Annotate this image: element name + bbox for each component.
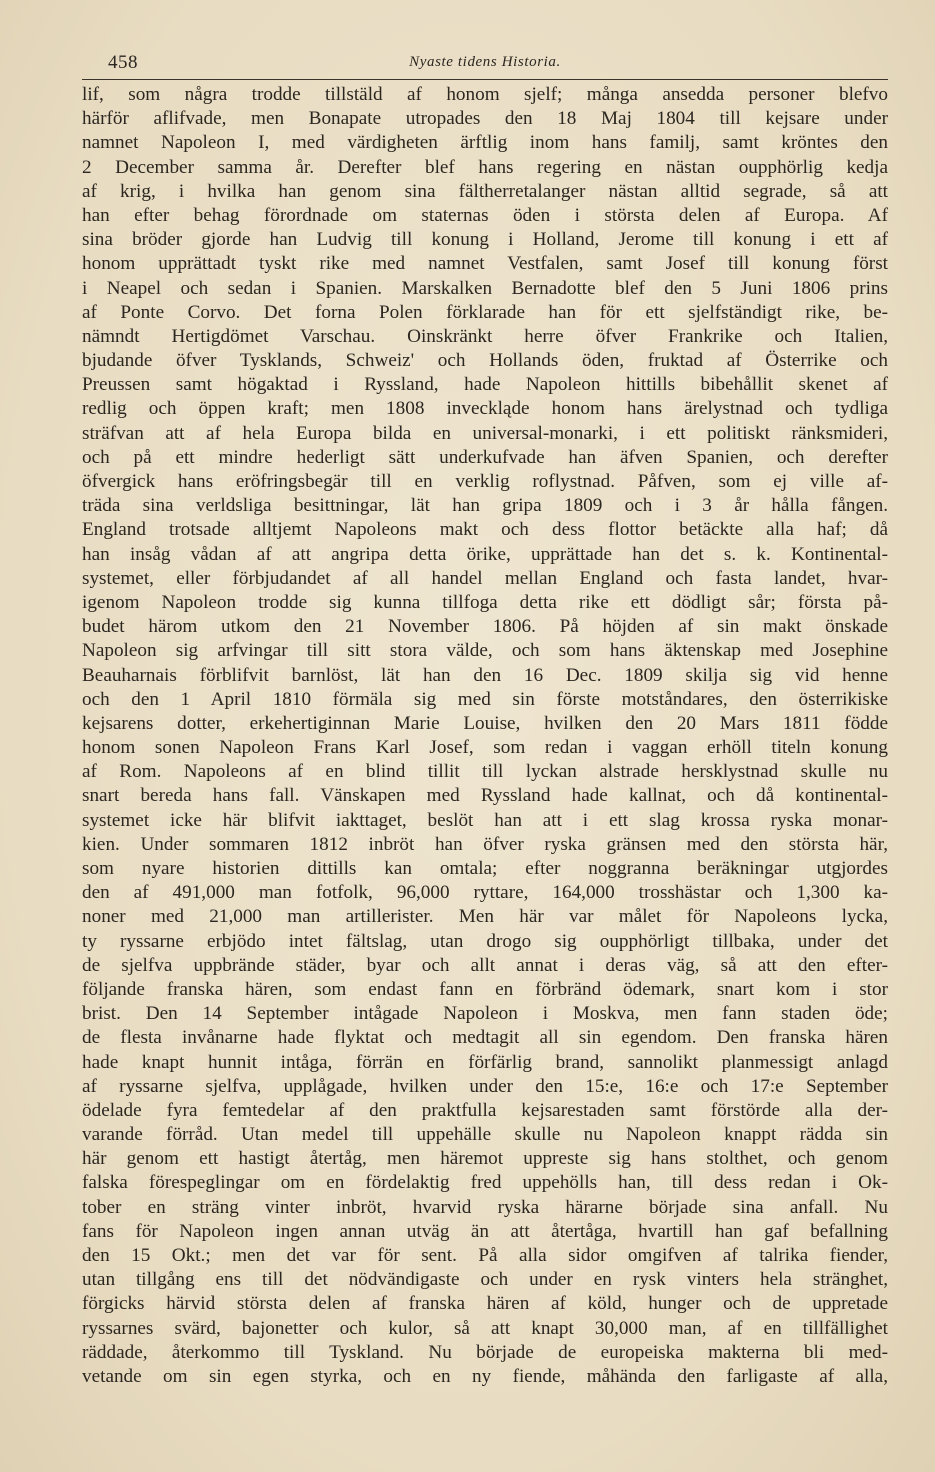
text-line: de sjelfva uppbrände städer, byar och allt annat i deras väg, så att den efter- (82, 954, 888, 976)
text-line: fans för Napoleon ingen annan utväg än att återtåga, hvartill han gaf befallning (82, 1220, 888, 1242)
text-line: namnet Napoleon I, med värdigheten ärftlig inom hans familj, samt kröntes den (82, 132, 888, 154)
text-line: följande franska hären, som endast fann en förbränd ödemark, snart kom i stor (82, 978, 888, 1000)
text-line: vetande om sin egen styrka, och en ny fiende, måhända den farligaste af alla, (82, 1365, 888, 1387)
text-line: falska förespeglingar om en fördelaktig fred uppehölls han, till dess redan i Ok- (82, 1172, 888, 1194)
text-line: utan tillgång ens till det nödvändigaste och under en rysk vinters hela stränghet, (82, 1269, 888, 1291)
text-line: den 15 Okt.; men det var för sent. På alla sidor omgifven af talrika fiender, (82, 1245, 888, 1266)
text-line: hade knapt hunnit intåga, förrän en förfärlig brand, sannolikt planmessigt anlagd (82, 1051, 888, 1073)
text-line: England trotsade alltjemt Napoleons makt och dess flottor betäckte alla haf; då (82, 519, 888, 541)
text-line: af Ponte Corvo. Det forna Polen förklarade han för ett sjelfständigt rike, be- (82, 301, 888, 323)
text-line: snart bereda hans fall. Vänskapen med Ryssland hade kallnat, och då kontinental- (82, 785, 888, 807)
text-line: förgicks härvid största delen af franska hären af köld, hunger och de uppretade (82, 1293, 888, 1315)
text-line: igenom Napoleon trodde sig kunna tillfoga detta rike ett dödligt sår; första på- (82, 591, 888, 613)
text-line: Preussen samt högaktad i Ryssland, hade Napoleon hittills bibehållit skenet af (82, 374, 888, 396)
text-line: i Neapel och sedan i Spanien. Marskalken Bernadotte blef den 5 Juni 1806 prins (82, 277, 888, 299)
text-line: träda sina verldsliga besittningar, lät han gripa 1809 och i 3 år hålla fången. (82, 495, 888, 517)
text-line: bjudande öfver Tysklands, Schweiz' och Hollands öden, fruktad af Österrike och (82, 350, 888, 372)
text-line: ty ryssarne erbjödo intet fältslag, utan drogo sig oupphörligt tillbaka, under det (82, 930, 888, 952)
text-line: redlig och öppen kraft; men 1808 inveckląde honom hans ärelystnad och tydliga (82, 398, 888, 420)
body-text (82, 83, 888, 1389)
page-header (82, 50, 888, 76)
text-line: systemet, eller förbjudandet af all handel mellan England och fasta landet, hvar- (82, 567, 888, 589)
text-line: 2 December samma år. Derefter blef hans regering en nästan oupphörlig kedja (82, 156, 888, 178)
text-line: här genom ett hastigt återtåg, men häremot uppreste sig hans stolthet, och genom (82, 1148, 888, 1170)
text-line: honom upprättadt tyskt rike med namnet Vestfalen, samt Josef till konung först (82, 253, 888, 275)
text-line: af ryssarne sjelfva, upplågade, hvilken under den 15:e, 16:e och 17:e September (82, 1075, 888, 1097)
text-line: och på ett mindre hederligt sätt underkufvade han äfven Spanien, och derefter (82, 446, 888, 468)
text-line: sträfvan att af hela Europa bilda en universal-monarki, i ett politiskt ränksmideri, (82, 422, 888, 444)
text-line: Napoleon sig arfvingar till sitt stora välde, och som hans äktenskap med Josephine (82, 640, 888, 662)
text-line: ryssarnes svärd, bajonetter och kulor, så att knapt 30,000 man, af en tillfällighet (82, 1317, 888, 1339)
text-line: lif, som några trodde tillstäld af honom sjelf; många ansedda personer blefvo (82, 84, 888, 105)
text-line: han insåg vådan af att angripa detta örike, upprättade han det s. k. Kontinental- (82, 543, 888, 565)
text-line: nämndt Hertigdömet Varschau. Oinskränkt herre öfver Frankrike och Italien, (82, 325, 888, 347)
text-line: budet härom utkom den 21 November 1806. På höjden af sin makt önskade (82, 616, 888, 638)
text-line: tober en sträng vinter inbröt, hvarvid ryska härarne började sina anfall. Nu (82, 1196, 888, 1218)
text-line: af krig, i hvilka han genom sina fältherretalanger nästan alltid segrade, så att (82, 180, 888, 202)
running-title: Nyaste tidens Historia. (409, 54, 561, 70)
text-line: brist. Den 14 September intågade Napoleon i Moskva, men fann staden öde; (82, 1003, 888, 1025)
text-line: räddade, återkommo till Tyskland. Nu började de europeiska makterna bli med- (82, 1341, 888, 1363)
text-line: Beauharnais förblifvit barnlöst, lät han den 16 Dec. 1809 skilja sig vid henne (82, 664, 888, 686)
page-number: 458 (108, 52, 138, 73)
text-line: honom sonen Napoleon Frans Karl Josef, som redan i vaggan erhöll titeln konung (82, 737, 888, 759)
text-line: sina bröder gjorde han Ludvig till konung i Holland, Jerome till konung i ett af (82, 229, 888, 251)
text-line: kejsarens dotter, erkehertiginnan Marie Louise, hvilken den 20 Mars 1811 födde (82, 712, 888, 734)
text-line: de flesta invånarne hade flyktat och medtagit all sin egendom. Den franska hären (82, 1027, 888, 1049)
text-line: som nyare historien dittills kan omtala; efter noggranna beräkningar utgjordes (82, 858, 888, 879)
text-line: och den 1 April 1810 förmäla sig med sin förste motståndares, den österrikiske (82, 688, 888, 710)
text-line: kien. Under sommaren 1812 inbröt han öfver ryska gränsen med den största här, (82, 833, 888, 855)
text-line: varande förråd. Utan medel till uppehälle skulle nu Napoleon knappt rädda sin (82, 1124, 888, 1146)
text-line: af Rom. Napoleons af en blind tillit till lyckan alstrade hersklystnad skulle nu (82, 761, 888, 783)
text-line: ödelade fyra femtedelar af den praktfulla kejsarestaden samt förstörde alla der- (82, 1099, 888, 1121)
text-line: han efter behag förordnade om staternas öden i största delen af Europa. Af (82, 204, 888, 226)
text-line: systemet icke här blifvit iakttaget, beslöt han att i ett slag krossa ryska monar- (82, 809, 888, 831)
text-line: härför aflifvade, men Bonapate utropades den 18 Maj 1804 till kejsare under (82, 108, 888, 130)
header-rule (82, 79, 888, 80)
text-line: noner med 21,000 man artillerister. Men här var målet för Napoleons lycka, (82, 906, 888, 928)
text-line: öfvergick hans eröfringsbegär till en verklig roflystnad. Påfven, som ej ville af- (82, 471, 888, 492)
text-line: den af 491,000 man fotfolk, 96,000 ryttare, 164,000 trosshästar och 1,300 ka- (82, 882, 888, 904)
